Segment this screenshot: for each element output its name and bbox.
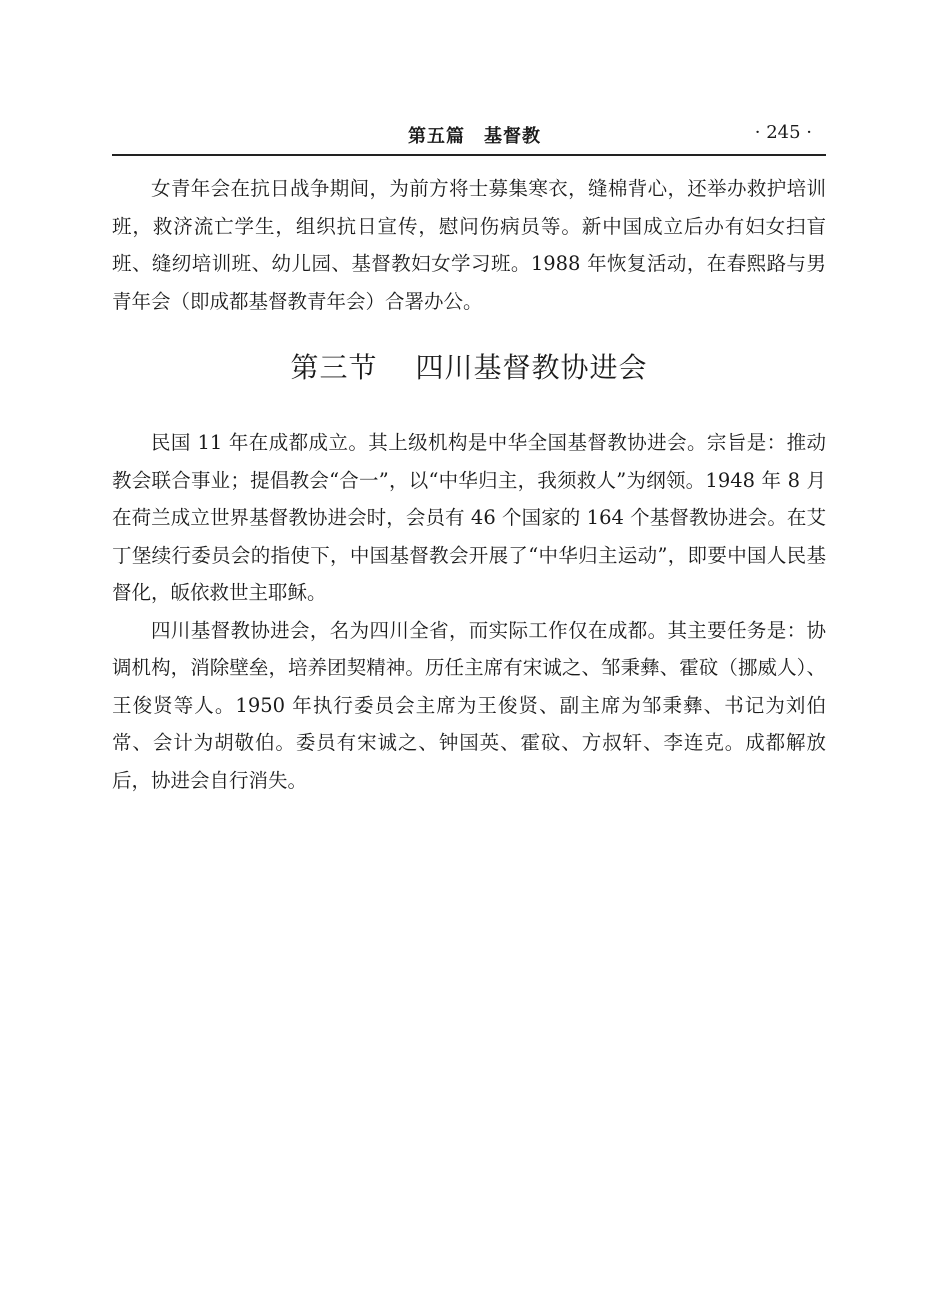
intro-paragraph: 女青年会在抗日战争期间，为前方将士募集寒衣，缝棉背心，还举办救护培训班，救济流亡学生，组织抗日宣传，慰问伤病员等。新中国成立后办有妇女扫盲班、缝纫培训班、幼儿园、基督教妇女学习班。1988 年恢复活动，在春熙路与男青年会（即成都基督教青年会）合署办公。 [112,177,826,313]
header-rule [112,154,826,156]
page-number: · 245 · [754,122,812,143]
section-number: 第三节 [290,351,378,384]
section-paragraph-1: 民国 11 年在成都成立。其上级机构是中华全国基督教协进会。宗旨是：推动教会联合事业；提倡教会“合一”，以“中华归主，我须救人”为纲领。1948 年 8 月在荷兰成立世界基督教协进会时，会员有 46 个国家的 164 个基督教协进会。在艾丁堡续行委员会的指使下，中国基督教会开展了“中华归主运动”，即要中国人民基督化，皈依救世主耶稣。 [112,431,826,604]
header-title: 第五篇 基督教 [408,126,541,147]
section-paragraph-2: 四川基督教协进会，名为四川全省，而实际工作仅在成都。其主要任务是：协调机构，消除壁垒，培养团契精神。历任主席有宋诚之、邹秉彝、霍砇（挪威人）、王俊贤等人。1950 年执行委员会主席为王俊贤、副主席为邹秉彝、书记为刘伯常、会计为胡敬伯。委员有宋诚之、钟国英、霍砇、方叔轩、李连克。成都解放后，协进会自行消失。 [112,618,826,792]
intro-section [112,170,826,320]
section-heading [112,346,826,386]
section-body [112,424,826,799]
section-title: 四川基督教协进会 [415,351,648,384]
running-header [112,122,826,152]
